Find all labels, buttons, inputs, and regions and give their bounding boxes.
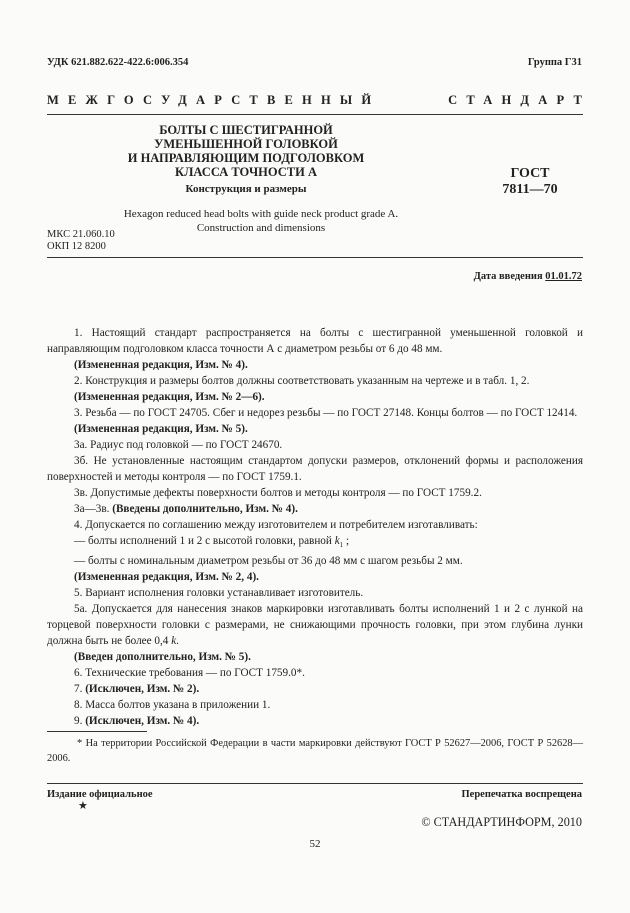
document-body <box>47 325 583 729</box>
edition-note: (Измененная редакция, Изм. № 4). <box>74 359 248 371</box>
codes-rule <box>47 257 583 258</box>
paragraph-5a <box>47 601 583 649</box>
star-icon: ★ <box>78 800 88 812</box>
copyright: © СТАНДАРТИНФОРМ, 2010 <box>421 815 582 829</box>
footnote: * На территории Российской Федерации в части маркировки действуют ГОСТ Р 52627—2006, ГОСТ Р 52628—2006. <box>47 738 583 764</box>
page-number: 52 <box>309 838 321 850</box>
edition-note: (Измененная редакция, Изм. № 2—6). <box>74 391 265 403</box>
title-line: И НАПРАВЛЯЮЩИМ ПОДГОЛОВКОМ <box>127 151 365 165</box>
english-title-line: Construction and dimensions <box>196 222 326 234</box>
footer-rule <box>47 783 583 784</box>
edition-note: (Исключен, Изм. № 4). <box>85 715 200 728</box>
english-title-line: Hexagon reduced head bolts with guide neck product grade A. <box>123 208 399 220</box>
edition-note: (Измененная редакция, Изм. № 2, 4). <box>74 571 259 584</box>
footnote-rule <box>47 731 147 732</box>
classification-codes <box>47 229 115 253</box>
edition-note: (Введен дополнительно, Изм. № 5). <box>74 651 251 664</box>
paragraph-4-item: — болты с номинальным диаметром резьбы от 36 до 48 мм с шагом резьбы 2 мм. <box>74 555 463 568</box>
symbol-k: k <box>171 635 177 648</box>
gost-label: ГОСТ <box>510 166 550 181</box>
intro-date-value: 01.01.72 <box>545 271 582 282</box>
standard-type-word1: МЕЖГОСУДАРСТВЕННЫЙ <box>47 93 381 107</box>
paragraph-3: 3. Резьба — по ГОСТ 24705. Сбег и недорез резьбы — по ГОСТ 27148. Концы болтов — по ГОСТ 12414. <box>74 407 578 419</box>
paragraph-2: 2. Конструкция и размеры болтов должны соответствовать указанным на чертеже и в табл. 1, 2. <box>74 375 530 387</box>
paragraph-5a-text: 5а. Допускается для нанесения знаков маркировки изготавливать болты исполнений 1 и 2 с лункой на торцевой поверхности головки с размерами, не снижающими прочность головки, при этом глубина лунки должна быть не более 0,4 <box>47 603 583 648</box>
paragraph-number: 9. <box>74 715 83 728</box>
item-end: ; <box>345 535 350 547</box>
header-rule <box>47 114 583 115</box>
edition-note: (Исключен, Изм. № 2). <box>85 683 200 696</box>
title-line: УМЕНЬШЕННОЙ ГОЛОВКОЙ <box>154 137 338 151</box>
item-text: — болты исполнений 1 и 2 с высотой головки, равной <box>74 535 332 547</box>
paragraph-number: 7. <box>74 683 83 696</box>
intro-date <box>474 271 582 282</box>
intro-date-label: Дата введения <box>473 271 543 282</box>
title-line: КЛАССА ТОЧНОСТИ А <box>175 165 317 179</box>
english-title <box>60 207 462 235</box>
official-edition-label: Издание официальное <box>47 789 153 800</box>
symbol-k: k <box>334 535 340 547</box>
edition-note: (Введены дополнительно, Изм. № 4). <box>112 503 298 515</box>
paragraph-3b: 3б. Не установленные настоящим стандартом допуски размеров, отклонений формы и расположения поверхностей и методы контроля — по ГОСТ 1759.1. <box>47 455 583 483</box>
okp-code: ОКП 12 8200 <box>47 241 106 252</box>
paragraph-7 <box>47 681 583 697</box>
paragraph-4-item <box>47 533 583 553</box>
paragraph-5a-end: . <box>176 635 179 648</box>
group-code: Группа Г31 <box>527 57 582 68</box>
document-subtitle: Конструкция и размеры <box>185 183 307 195</box>
udk-code: УДК 621.882.622-422.6:006.354 <box>47 57 189 68</box>
reprint-notice: Перепечатка воспрещена <box>461 789 582 800</box>
standard-type-heading <box>47 93 591 109</box>
paragraph-9 <box>47 713 583 729</box>
document-title <box>110 123 382 179</box>
paragraph-3v: 3в. Допустимые дефекты поверхности болтов и методы контроля — по ГОСТ 1759.2. <box>74 487 482 499</box>
paragraph-3a: 3а. Радиус под головкой — по ГОСТ 24670. <box>74 439 283 451</box>
gost-number: 7811—70 <box>502 182 558 197</box>
paragraph-1: 1. Настоящий стандарт распространяется на болты с шестигранной уменьшенной головкой и направляющим подголовком класса точности А с диаметром резьбы от 6 до 48 мм. <box>47 327 583 355</box>
symbol-subscript: 1 <box>339 541 344 550</box>
title-line: БОЛТЫ С ШЕСТИГРАННОЙ <box>159 123 333 137</box>
paragraph-8: 8. Масса болтов указана в приложении 1. <box>74 699 271 712</box>
paragraph-5: 5. Вариант исполнения головки устанавливает изготовитель. <box>74 587 364 600</box>
paragraph-4: 4. Допускается по соглашению между изготовителем и потребителем изготавливать: <box>74 519 478 531</box>
gost-designation <box>470 166 590 198</box>
standard-type-word2: СТАНДАРТ <box>448 93 591 107</box>
paragraph-3a-3v-note <box>47 501 583 517</box>
paragraph-6: 6. Технические требования — по ГОСТ 1759.0*. <box>74 667 305 680</box>
edition-note: (Измененная редакция, Изм. № 5). <box>74 423 248 435</box>
mks-code: МКС 21.060.10 <box>47 229 115 240</box>
paragraph-number: 3а—3в. <box>74 503 110 515</box>
